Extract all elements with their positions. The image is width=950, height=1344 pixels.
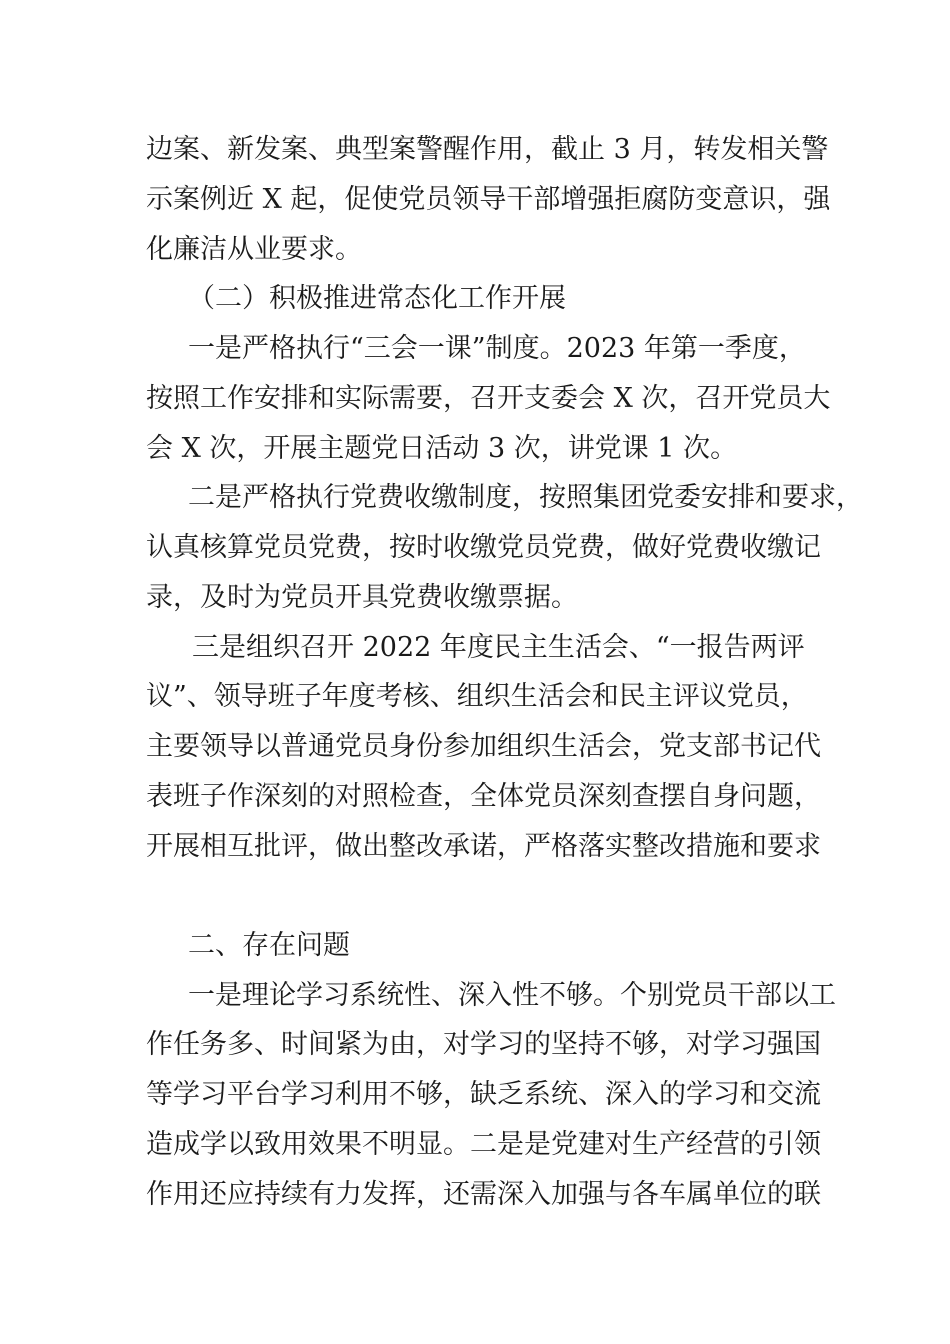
text-line: 录，及时为党员开具党费收缴票据。	[146, 582, 578, 613]
text-line: 作用还应持续有力发挥，还需深入加强与各车属单位的联	[146, 1179, 821, 1210]
paragraph-start-line: 三是组织召开 2022 年度民主生活会、“一报告两评	[192, 632, 805, 663]
text-line: 会 X 次，开展主题党日活动 3 次，讲党课 1 次。	[146, 433, 738, 464]
paragraph-start-line: 一是严格执行“三会一课”制度。2023 年第一季度，	[188, 333, 806, 364]
text-line: 等学习平台学习利用不够，缺乏系统、深入的学习和交流	[146, 1079, 821, 1110]
text-line: 主要领导以普通党员身份参加组织生活会，党支部书记代	[146, 731, 821, 762]
text-line: 边案、新发案、典型案警醒作用，截止 3 月，转发相关警	[146, 134, 829, 165]
section-heading: （二）积极推进常态化工作开展	[188, 283, 566, 314]
text-line: 化廉洁从业要求。	[146, 234, 362, 265]
text-line: 开展相互批评，做出整改承诺，严格落实整改措施和要求	[146, 831, 821, 862]
text-line: 议”、领导班子年度考核、组织生活会和民主评议党员，	[146, 681, 808, 712]
text-line: 造成学以致用效果不明显。二是是党建对生产经营的引领	[146, 1129, 821, 1160]
text-line: 表班子作深刻的对照检查，全体党员深刻查摆自身问题，	[146, 781, 821, 812]
paragraph-start-line: 一是理论学习系统性、深入性不够。个别党员干部以工	[188, 980, 836, 1011]
text-line: 认真核算党员党费，按时收缴党员党费，做好党费收缴记	[146, 532, 821, 563]
text-line: 作任务多、时间紧为由，对学习的坚持不够，对学习强国	[146, 1029, 821, 1060]
section-heading: 二、存在问题	[188, 930, 350, 961]
text-line: 示案例近 X 起，促使党员领导干部增强拒腐防变意识，强	[146, 184, 831, 215]
paragraph-start-line: 二是严格执行党费收缴制度，按照集团党委安排和要求，	[188, 482, 863, 513]
text-line: 按照工作安排和实际需要，召开支委会 X 次，召开党员大	[146, 383, 831, 414]
